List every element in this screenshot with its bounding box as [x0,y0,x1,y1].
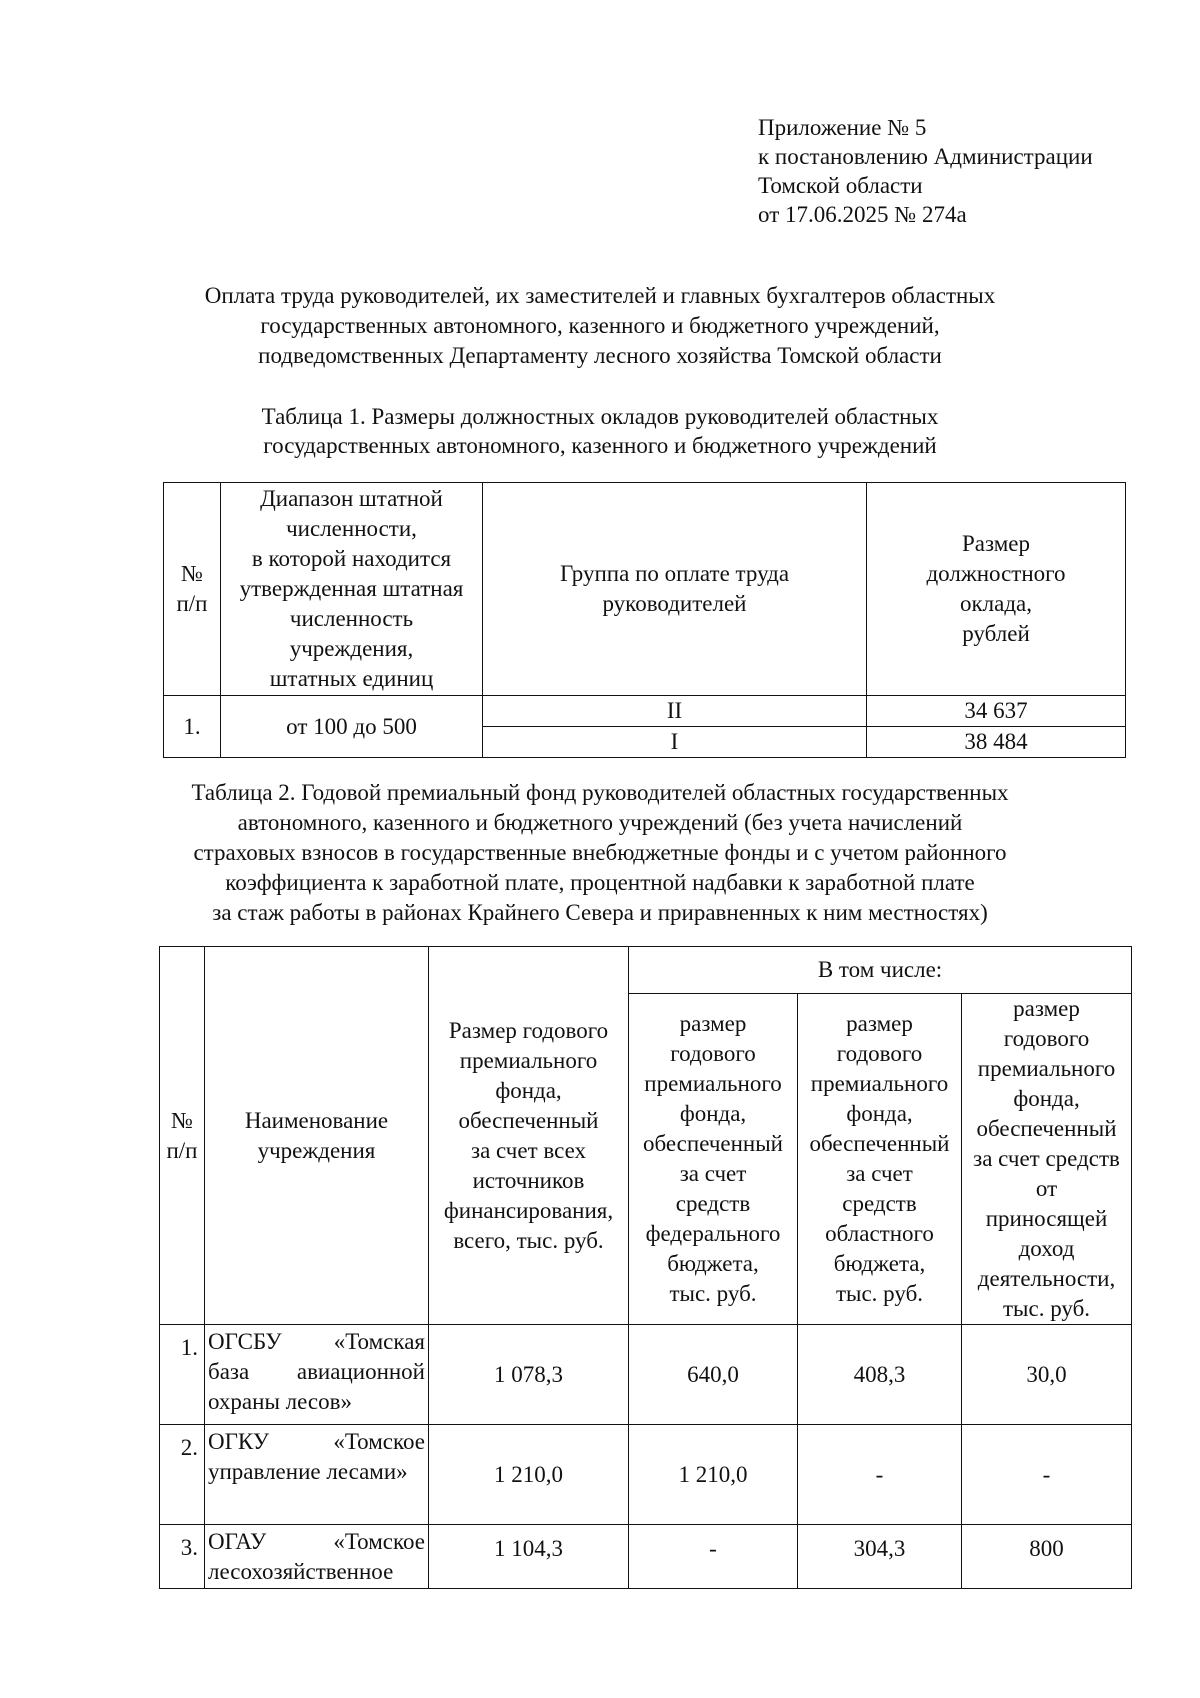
salary-table [163,482,1126,758]
row-salary: 38 484 [867,727,1126,758]
header-salary: Размер должностного оклада, рублей [867,483,1126,696]
header-income-fund: размер годового премиального фонда, обеспеченный за счет средств от приносящей доход деятельности, тыс. руб. [962,994,1132,1325]
header-num: № п/п [160,947,205,1325]
row-institution-name: ОГКУ «Томское управление лесами» [205,1425,429,1525]
header-including: В том числе: [629,947,1132,994]
row-regional-fund: 304,3 [798,1525,962,1589]
title-line: государственных автономного, казенного и бюджетного учреждений, [260,313,940,338]
document-title [150,281,1050,371]
row-salary: 34 637 [867,696,1126,727]
row-num: 3. [160,1525,205,1589]
appendix-date: от 17.06.2025 № 274а [758,202,967,227]
appendix-header [758,113,1093,229]
table-row [164,696,1126,727]
table1-caption [200,402,1000,460]
row-staff-range: от 100 до 500 [221,696,483,758]
row-federal-fund: 1 210,0 [629,1425,798,1525]
row-pay-group: I [483,727,867,758]
header-regional-fund: размер годового премиального фонда, обеспеченный за счет средств областного бюджета, тыс. руб. [798,994,962,1325]
row-institution-name: ОГАУ «Томское лесохозяйственное [205,1525,429,1589]
table2-caption [140,778,1060,928]
table-header-row [160,947,1132,994]
row-pay-group: II [483,696,867,727]
caption-line: коэффициента к заработной плате, процентной надбавки к заработной плате [225,870,975,895]
table-row [160,1425,1132,1525]
row-federal-fund: - [629,1525,798,1589]
title-line: Оплата труда руководителей, их заместителей и главных бухгалтеров областных [204,283,996,308]
row-regional-fund: - [798,1425,962,1525]
header-total-fund: Размер годового премиального фонда, обеспеченный за счет всех источников финансирования, всего, тыс. руб. [429,947,629,1325]
row-income-fund: - [962,1425,1132,1525]
caption-line: страховых взносов в государственные внебюджетные фонды и с учетом районного [193,840,1007,865]
row-total-fund: 1 078,3 [429,1325,629,1425]
header-staff-range: Диапазон штатной численности, в которой находится утвержденная штатная численность учреждения, штатных единиц [221,483,483,696]
header-institution-name: Наименование учреждения [205,947,429,1325]
caption-line: за стаж работы в районах Крайнего Севера и приравненных к ним местностях) [212,900,988,925]
row-regional-fund: 408,3 [798,1325,962,1425]
header-pay-group: Группа по оплате труда руководителей [483,483,867,696]
appendix-number: Приложение № 5 [758,115,927,140]
row-total-fund: 1 210,0 [429,1425,629,1525]
row-num: 1. [160,1325,205,1425]
table-header-row [164,483,1126,696]
table-row [160,1525,1132,1589]
caption-line: автономного, казенного и бюджетного учреждений (без учета начислений [237,810,963,835]
row-federal-fund: 640,0 [629,1325,798,1425]
row-num: 2. [160,1425,205,1525]
title-line: подведомственных Департаменту лесного хозяйства Томской области [258,343,942,368]
caption-line: Таблица 1. Размеры должностных окладов руководителей областных [261,404,939,429]
header-num: № п/п [164,483,221,696]
appendix-region: Томской области [758,173,923,198]
caption-line: государственных автономного, казенного и бюджетного учреждений [263,433,937,458]
row-total-fund: 1 104,3 [429,1525,629,1589]
bonus-fund-table [159,946,1132,1589]
row-institution-name: ОГСБУ «Томская база авиационной охраны лесов» [205,1325,429,1425]
row-income-fund: 30,0 [962,1325,1132,1425]
row-income-fund: 800 [962,1525,1132,1589]
caption-line: Таблица 2. Годовой премиальный фонд руководителей областных государственных [191,780,1009,805]
table-row [160,1325,1132,1425]
row-num: 1. [164,696,221,758]
header-federal-fund: размер годового премиального фонда, обеспеченный за счет средств федерального бюджета, тыс. руб. [629,994,798,1325]
appendix-resolution: к постановлению Администрации [758,144,1093,169]
